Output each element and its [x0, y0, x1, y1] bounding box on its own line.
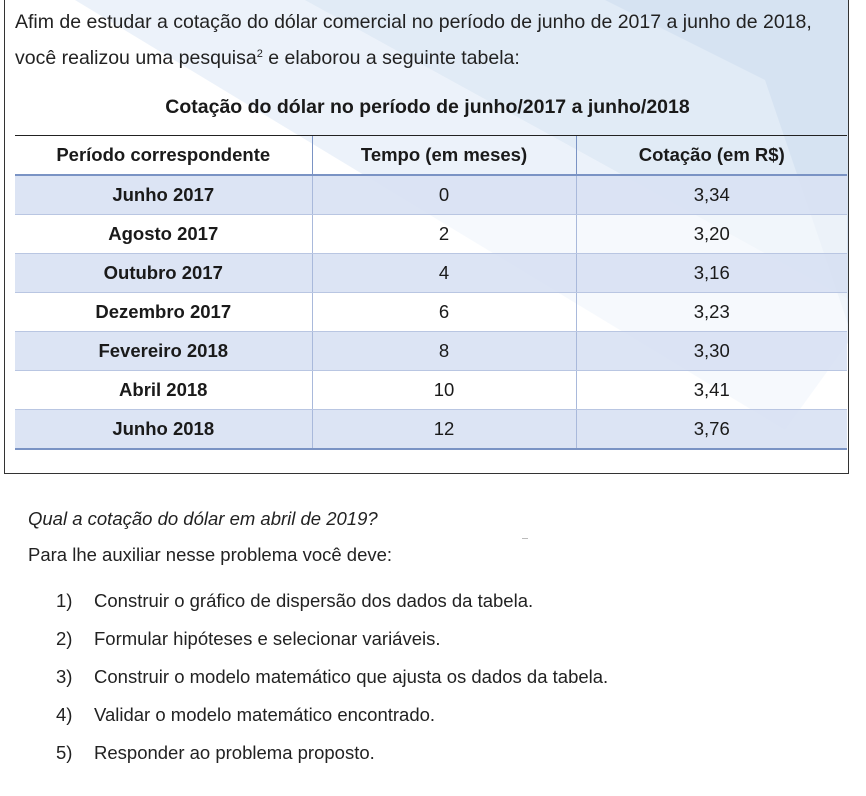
cell-tempo: 10 [312, 371, 576, 410]
footnote-ref: 2 [256, 48, 263, 60]
list-item [56, 740, 608, 778]
cell-periodo: Agosto 2017 [15, 215, 312, 254]
table-caption: Cotação do dólar no período de junho/2017 a junho/2018 [165, 96, 690, 118]
cell-cotacao: 3,23 [576, 293, 847, 332]
table-row [15, 332, 847, 371]
step-number: 2) [56, 628, 73, 649]
cell-periodo: Junho 2017 [15, 175, 312, 215]
cell-tempo: 2 [312, 215, 576, 254]
table-row [15, 293, 847, 332]
exchange-rate-table [15, 135, 847, 450]
intro-paragraph [15, 4, 845, 79]
table-row [15, 371, 847, 410]
step-text: Validar o modelo matemático encontrado. [94, 704, 436, 725]
list-item [56, 588, 608, 626]
cell-periodo: Outubro 2017 [15, 254, 312, 293]
step-text: Responder ao problema proposto. [94, 742, 375, 763]
intro-text: Afim de estudar a cotação do dólar comercial no período de junho de 2017 a junho de 2018, você realizou uma pesquisa [15, 11, 812, 69]
steps-list [56, 588, 608, 778]
cell-tempo: 6 [312, 293, 576, 332]
header-tempo: Tempo (em meses) [312, 136, 576, 176]
cell-cotacao: 3,41 [576, 371, 847, 410]
list-item [56, 702, 608, 740]
table-row [15, 175, 847, 215]
cell-periodo: Abril 2018 [15, 371, 312, 410]
list-item [56, 626, 608, 664]
cell-cotacao: 3,34 [576, 175, 847, 215]
cell-cotacao: 3,30 [576, 332, 847, 371]
list-item [56, 664, 608, 702]
cell-tempo: 4 [312, 254, 576, 293]
cell-tempo: 12 [312, 410, 576, 450]
header-periodo: Período correspondente [15, 136, 312, 176]
table-row [15, 215, 847, 254]
intro-text-end: e elaborou a seguinte tabela: [262, 47, 520, 69]
cell-cotacao: 3,20 [576, 215, 847, 254]
cell-tempo: 0 [312, 175, 576, 215]
step-number: 5) [56, 742, 73, 763]
table-row [15, 254, 847, 293]
help-text: Para lhe auxiliar nesse problema você deve: [28, 544, 393, 565]
step-text: Construir o gráfico de dispersão dos dados da tabela. [94, 590, 534, 611]
cell-periodo: Dezembro 2017 [15, 293, 312, 332]
step-text: Formular hipóteses e selecionar variáveis. [94, 628, 441, 649]
step-text: Construir o modelo matemático que ajusta os dados da tabela. [94, 666, 609, 687]
step-number: 1) [56, 590, 73, 611]
cell-tempo: 8 [312, 332, 576, 371]
cell-cotacao: 3,16 [576, 254, 847, 293]
cell-periodo: Fevereiro 2018 [15, 332, 312, 371]
step-number: 3) [56, 666, 73, 687]
cell-periodo: Junho 2018 [15, 410, 312, 450]
table-header-row [15, 136, 847, 176]
cell-cotacao: 3,76 [576, 410, 847, 450]
header-cotacao: Cotação (em R$) [576, 136, 847, 176]
step-number: 4) [56, 704, 73, 725]
text-box [4, 0, 849, 474]
table-row [15, 410, 847, 450]
scan-speck [522, 538, 528, 539]
question-text: Qual a cotação do dólar em abril de 2019? [28, 508, 378, 529]
